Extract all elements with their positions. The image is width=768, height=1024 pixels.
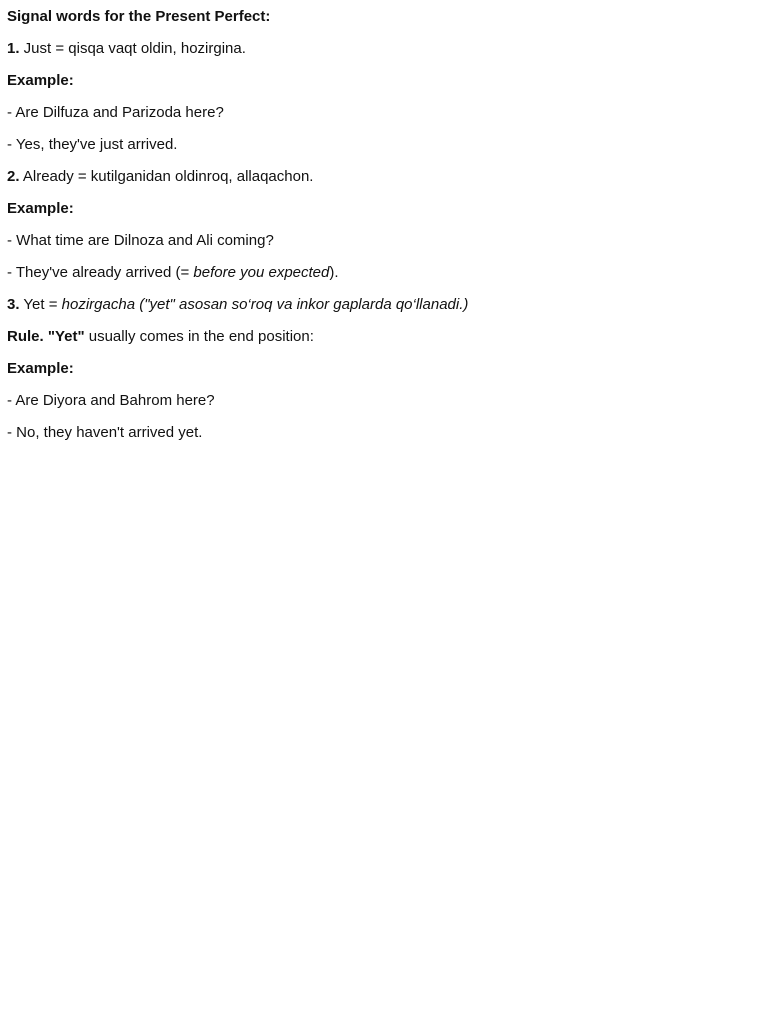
item-number: 1. (7, 40, 20, 57)
answer-italic: before you expected (193, 264, 330, 281)
example-label (7, 358, 760, 390)
item-number: 3. (7, 296, 20, 313)
rule-text: usually comes in the end position: (84, 328, 314, 345)
example-label-text: Example: (7, 360, 74, 377)
example-answer (7, 262, 760, 294)
example-question: - Are Diyora and Bahrom here? (7, 392, 215, 409)
item-text: Yet = (19, 296, 62, 313)
item-already (7, 166, 760, 198)
answer-end: ). (329, 264, 339, 281)
item-yet (7, 294, 760, 326)
example-label (7, 198, 760, 230)
example-question: - What time are Dilnoza and Ali coming? (7, 232, 274, 249)
rule (7, 326, 760, 358)
example-question: - Are Dilfuza and Parizoda here? (7, 104, 224, 121)
item-number: 2. (7, 168, 20, 185)
example-label-text: Example: (7, 200, 74, 217)
heading (7, 6, 760, 38)
example-answer: - Yes, they've just arrived. (7, 136, 178, 153)
item-text: Just = qisqa vaqt oldin, hozirgina. (19, 40, 246, 57)
item-just (7, 38, 760, 70)
heading-text: Signal words for the Present Perfect: (7, 8, 271, 25)
rule-label: Rule. "Yet" (7, 328, 85, 345)
example-answer: - No, they haven't arrived yet. (7, 424, 203, 441)
item-text: Already = kutilganidan oldinroq, allaqachon. (19, 168, 314, 185)
example-label-text: Example: (7, 72, 74, 89)
item-italic: hozirgacha ("yet" asosan so‘roq va inkor gaplarda qo‘llanadi.) (61, 296, 469, 313)
answer-text: - They've already arrived (= (7, 264, 194, 281)
example-label (7, 70, 760, 102)
